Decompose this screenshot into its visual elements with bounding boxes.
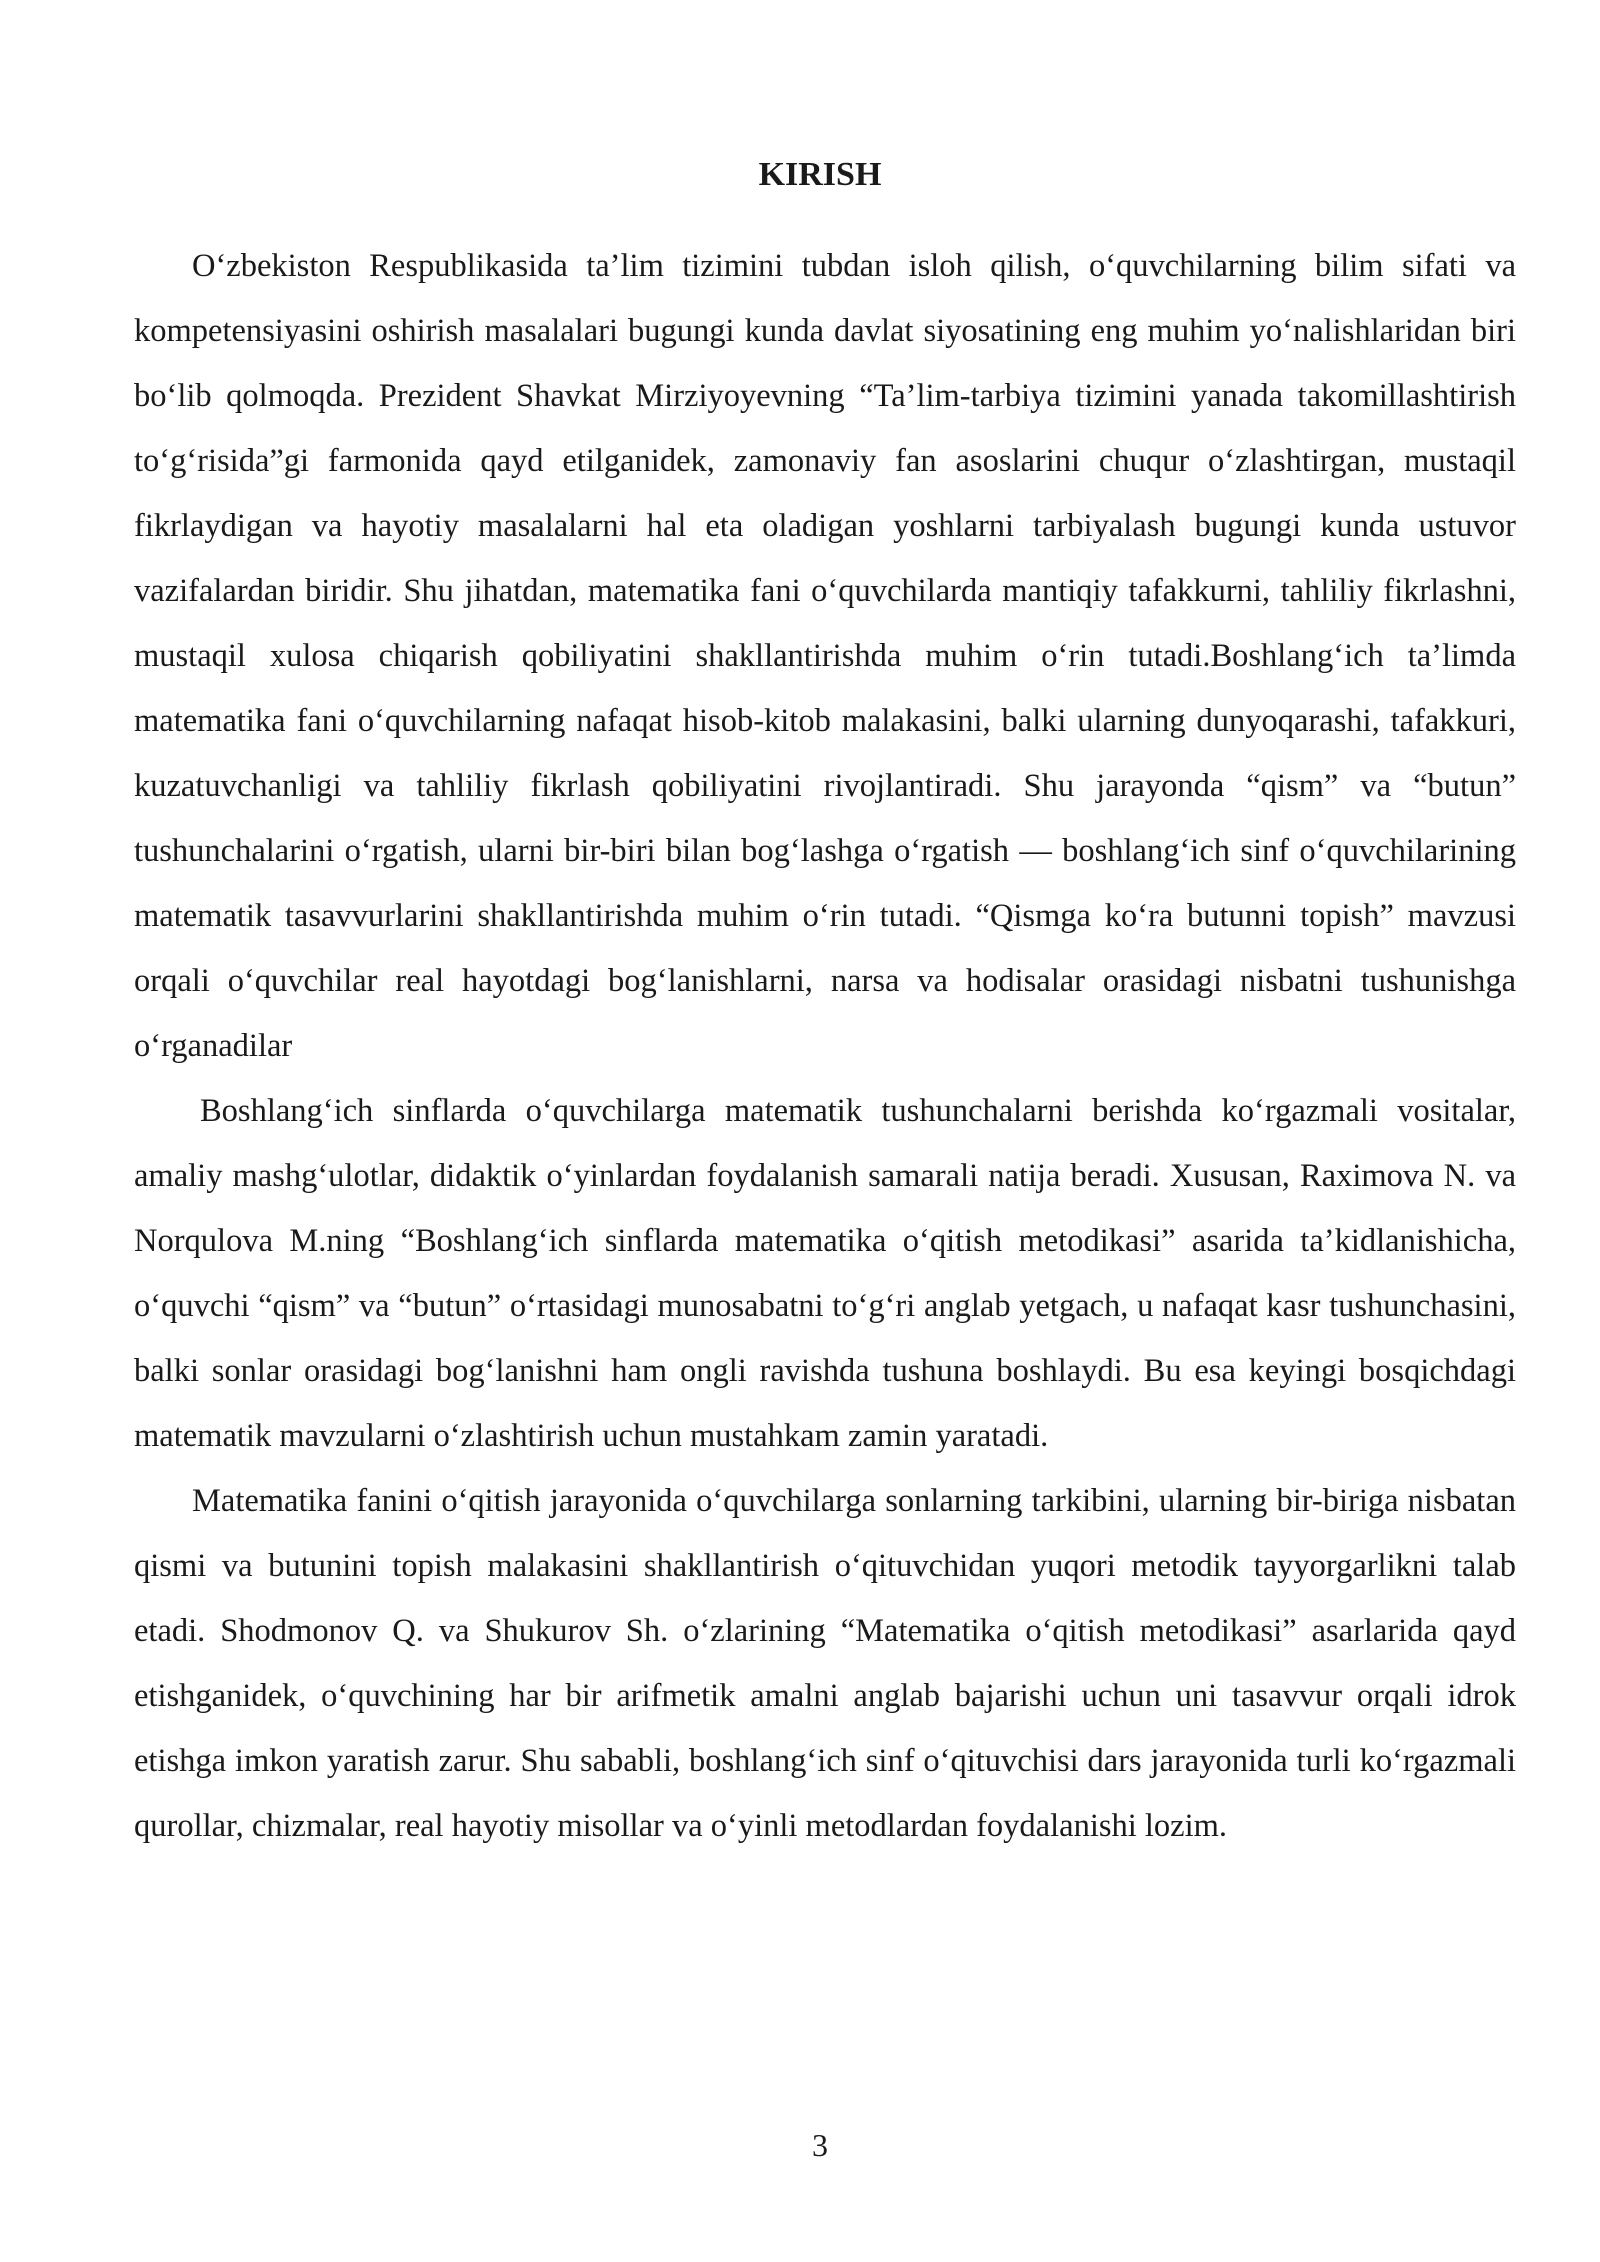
page-title: KIRISH bbox=[758, 156, 882, 193]
paragraph-2: Boshlang‘ich sinflarda o‘quvchilarga matematik tushunchalarni berishda ko‘rgazmali vositalar, amaliy mashg‘ulotlar, didaktik o‘yinlardan foydalanish samarali natija beradi. Xususan, Raximova N. va Norqulova M.ning “Boshlang‘ich sinflarda matematika o‘qitish metodikasi” asarida ta’kidlanishicha, o‘quvchi “qism” va “butun” o‘rtasidagi munosabatni to‘g‘ri anglab yetgach, u nafaqat kasr tushunchasini, balki sonlar orasidagi bog‘lanishni ham ongli ravishda tushuna boshlaydi. Bu esa keyingi bosqichdagi matematik mavzularni o‘zlashtirish uchun mustahkam zamin yaratadi. bbox=[134, 1093, 1516, 1454]
paragraph-1: O‘zbekiston Respublikasida ta’lim tizimini tubdan isloh qilish, o‘quvchilarning bilim sifati va kompetensiyasini oshirish masalalari bugungi kunda davlat siyosatining eng muhim yo‘nalishlaridan biri bo‘lib qolmoqda. Prezident Shavkat Mirziyoyevning “Ta’lim-tarbiya tizimini yanada takomillashtirish to‘g‘risida”gi farmonida qayd etilganidek, zamonaviy fan asoslarini chuqur o‘zlashtirgan, mustaqil fikrlaydigan va hayotiy masalalarni hal eta oladigan yoshlarni tarbiyalash bugungi kunda ustuvor vazifalardan biridir. Shu jihatdan, matematika fani o‘quvchilarda mantiqiy tafakkurni, tahliliy fikrlashni, mustaqil xulosa chiqarish qobiliyatini shakllantirishda muhim o‘rin tutadi.Boshlang‘ich ta’limda matematika fani o‘quvchilarning nafaqat hisob-kitob malakasini, balki ularning dunyoqarashi, tafakkuri, kuzatuvchanligi va tahliliy fikrlash qobiliyatini rivojlantiradi. Shu jarayonda “qism” va “butun” tushunchalarini o‘rgatish, ularni bir-biri bilan bog‘lashga o‘rgatish — boshlang‘ich sinf o‘quvchilarining matematik tasavvurlarini shakllantirishda muhim o‘rin tutadi. “Qismga ko‘ra butunni topish” mavzusi orqali o‘quvchilar real hayotdagi bog‘lanishlarni, narsa va hodisalar orasidagi nisbatni tushunishga o‘rganadilar bbox=[134, 248, 1516, 1064]
page-number: 3 bbox=[812, 2127, 828, 2163]
paragraph-3: Matematika fanini o‘qitish jarayonida o‘quvchilarga sonlarning tarkibini, ularning bir-biriga nisbatan qismi va butunini topish malakasini shakllantirish o‘qituvchidan yuqori metodik tayyorgarlikni talab etadi. Shodmonov Q. va Shukurov Sh. o‘zlarining “Matematika o‘qitish metodikasi” asarlarida qayd etishganidek, o‘quvchining har bir arifmetik amalni anglab bajarishi uchun uni tasavvur orqali idrok etishga imkon yaratish zarur. Shu sababli, boshlang‘ich sinf o‘qituvchisi dars jarayonida turli ko‘rgazmali qurollar, chizmalar, real hayotiy misollar va o‘yinli metodlardan foydalanishi lozim. bbox=[134, 1483, 1516, 1844]
body-text bbox=[134, 234, 1516, 1859]
